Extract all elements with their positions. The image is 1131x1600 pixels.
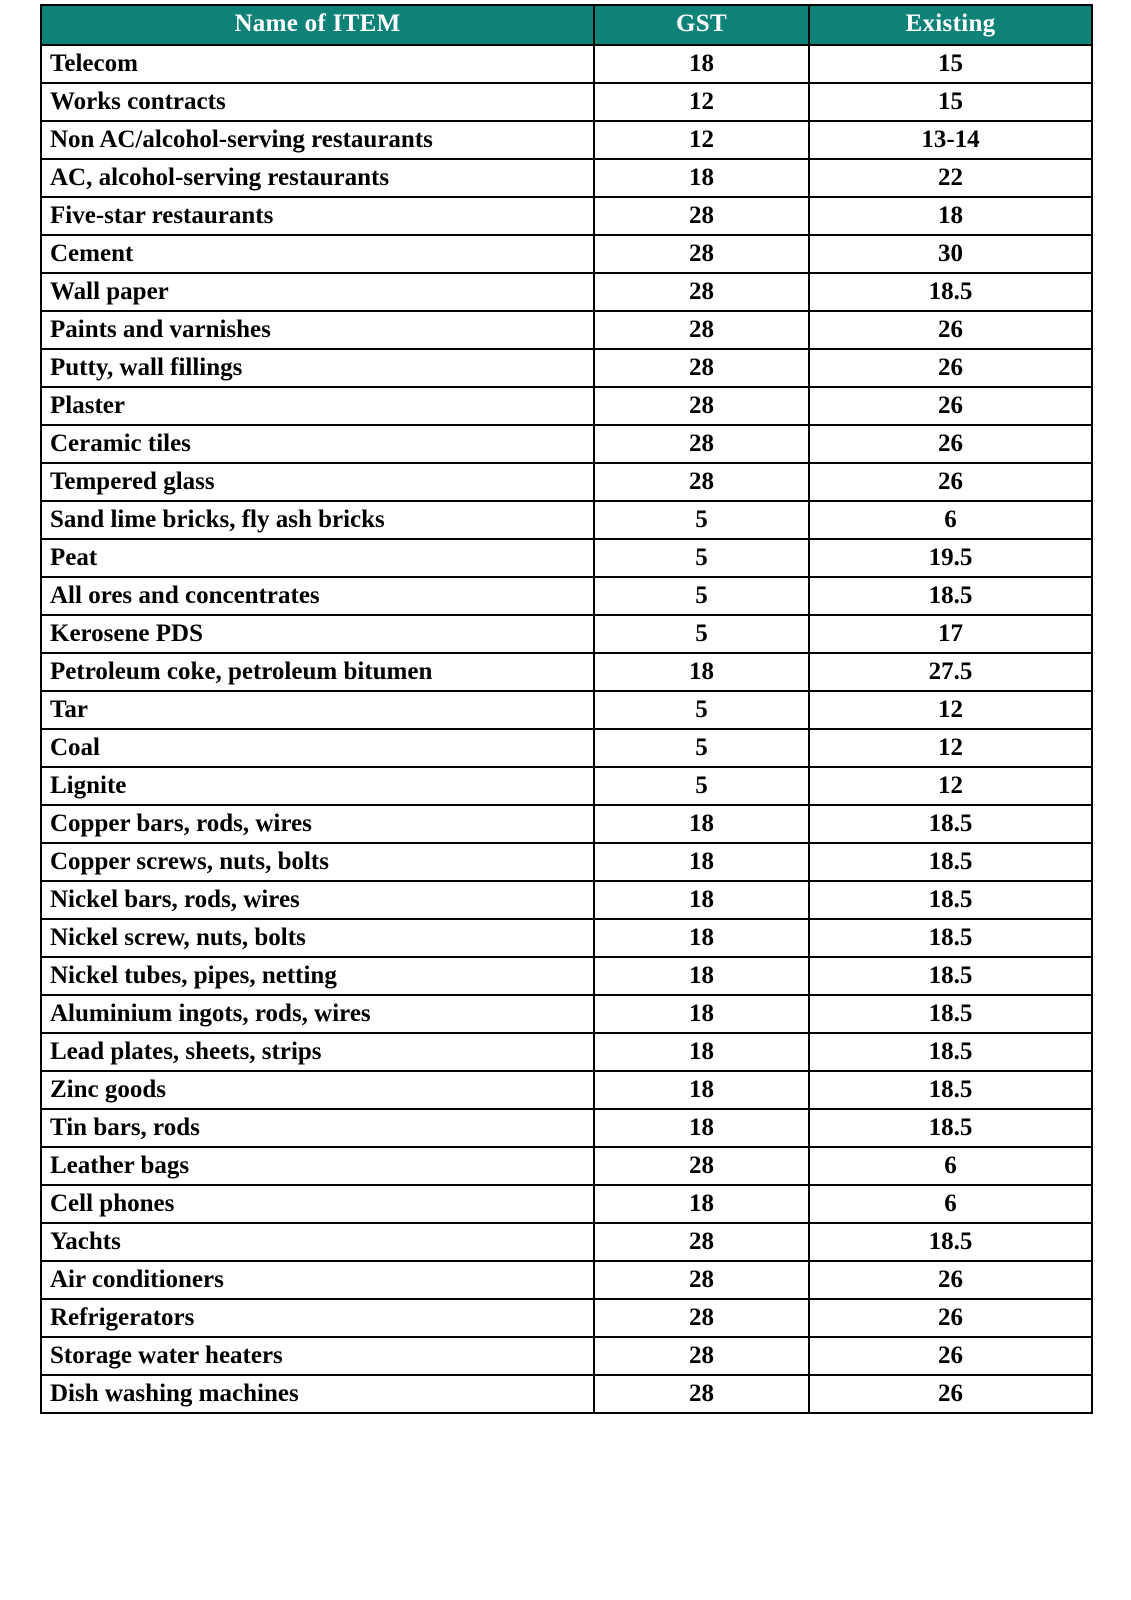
- table-row: [41, 729, 1092, 767]
- table-row: [41, 957, 1092, 995]
- cell-gst-rate: 5: [594, 539, 809, 577]
- cell-item-name: Tempered glass: [41, 463, 594, 501]
- table-row: [41, 235, 1092, 273]
- cell-gst-rate: 28: [594, 425, 809, 463]
- cell-gst-rate: 18: [594, 45, 809, 83]
- cell-existing-rate: 12: [809, 691, 1092, 729]
- cell-gst-rate: 28: [594, 273, 809, 311]
- cell-existing-rate: 22: [809, 159, 1092, 197]
- table-header: [41, 5, 1092, 45]
- cell-item-name: Leather bags: [41, 1147, 594, 1185]
- cell-gst-rate: 18: [594, 919, 809, 957]
- cell-gst-rate: 18: [594, 843, 809, 881]
- cell-gst-rate: 28: [594, 197, 809, 235]
- cell-existing-rate: 18.5: [809, 1223, 1092, 1261]
- table-row: [41, 83, 1092, 121]
- table-row: [41, 121, 1092, 159]
- cell-existing-rate: 30: [809, 235, 1092, 273]
- cell-item-name: Works contracts: [41, 83, 594, 121]
- cell-item-name: Storage water heaters: [41, 1337, 594, 1375]
- cell-gst-rate: 18: [594, 881, 809, 919]
- table-row: [41, 805, 1092, 843]
- cell-gst-rate: 18: [594, 805, 809, 843]
- cell-existing-rate: 6: [809, 1185, 1092, 1223]
- cell-gst-rate: 28: [594, 1147, 809, 1185]
- cell-gst-rate: 18: [594, 995, 809, 1033]
- cell-existing-rate: 18: [809, 197, 1092, 235]
- cell-gst-rate: 18: [594, 1185, 809, 1223]
- cell-gst-rate: 12: [594, 121, 809, 159]
- gst-rate-table: [40, 4, 1093, 1414]
- cell-existing-rate: 6: [809, 501, 1092, 539]
- cell-existing-rate: 18.5: [809, 919, 1092, 957]
- table-row: [41, 1223, 1092, 1261]
- table-row: [41, 311, 1092, 349]
- cell-item-name: All ores and concentrates: [41, 577, 594, 615]
- table-row: [41, 1071, 1092, 1109]
- cell-gst-rate: 5: [594, 729, 809, 767]
- cell-gst-rate: 18: [594, 1071, 809, 1109]
- cell-gst-rate: 5: [594, 577, 809, 615]
- cell-existing-rate: 17: [809, 615, 1092, 653]
- cell-existing-rate: 26: [809, 311, 1092, 349]
- cell-item-name: Lead plates, sheets, strips: [41, 1033, 594, 1071]
- cell-item-name: Zinc goods: [41, 1071, 594, 1109]
- cell-item-name: Nickel tubes, pipes, netting: [41, 957, 594, 995]
- cell-item-name: Tar: [41, 691, 594, 729]
- cell-gst-rate: 28: [594, 1375, 809, 1413]
- cell-item-name: Paints and varnishes: [41, 311, 594, 349]
- cell-item-name: AC, alcohol-serving restaurants: [41, 159, 594, 197]
- cell-existing-rate: 26: [809, 1261, 1092, 1299]
- cell-gst-rate: 5: [594, 767, 809, 805]
- cell-gst-rate: 28: [594, 463, 809, 501]
- cell-item-name: Peat: [41, 539, 594, 577]
- cell-item-name: Dish washing machines: [41, 1375, 594, 1413]
- cell-existing-rate: 15: [809, 45, 1092, 83]
- table-row: [41, 45, 1092, 83]
- table-body: [41, 45, 1092, 1413]
- cell-item-name: Aluminium ingots, rods, wires: [41, 995, 594, 1033]
- cell-item-name: Kerosene PDS: [41, 615, 594, 653]
- cell-existing-rate: 18.5: [809, 1033, 1092, 1071]
- cell-existing-rate: 26: [809, 1337, 1092, 1375]
- cell-item-name: Nickel bars, rods, wires: [41, 881, 594, 919]
- cell-existing-rate: 19.5: [809, 539, 1092, 577]
- table-row: [41, 1033, 1092, 1071]
- table-row: [41, 1147, 1092, 1185]
- cell-existing-rate: 18.5: [809, 843, 1092, 881]
- cell-gst-rate: 18: [594, 1033, 809, 1071]
- table-row: [41, 653, 1092, 691]
- table-row: [41, 691, 1092, 729]
- cell-item-name: Cell phones: [41, 1185, 594, 1223]
- table-row: [41, 1109, 1092, 1147]
- cell-existing-rate: 26: [809, 387, 1092, 425]
- table-row: [41, 387, 1092, 425]
- cell-item-name: Plaster: [41, 387, 594, 425]
- cell-item-name: Lignite: [41, 767, 594, 805]
- cell-item-name: Five-star restaurants: [41, 197, 594, 235]
- cell-existing-rate: 18.5: [809, 957, 1092, 995]
- cell-existing-rate: 18.5: [809, 995, 1092, 1033]
- cell-gst-rate: 28: [594, 387, 809, 425]
- table-header-row: [41, 5, 1092, 45]
- cell-gst-rate: 28: [594, 1261, 809, 1299]
- cell-item-name: Refrigerators: [41, 1299, 594, 1337]
- cell-existing-rate: 26: [809, 425, 1092, 463]
- table-row: [41, 539, 1092, 577]
- table-row: [41, 463, 1092, 501]
- cell-existing-rate: 6: [809, 1147, 1092, 1185]
- cell-existing-rate: 12: [809, 767, 1092, 805]
- cell-existing-rate: 13-14: [809, 121, 1092, 159]
- cell-item-name: Telecom: [41, 45, 594, 83]
- cell-existing-rate: 18.5: [809, 273, 1092, 311]
- table-row: [41, 197, 1092, 235]
- table-row: [41, 919, 1092, 957]
- column-header-item: Name of ITEM: [41, 5, 594, 45]
- table-row: [41, 1337, 1092, 1375]
- table-row: [41, 881, 1092, 919]
- cell-item-name: Putty, wall fillings: [41, 349, 594, 387]
- cell-gst-rate: 5: [594, 501, 809, 539]
- cell-gst-rate: 28: [594, 1337, 809, 1375]
- cell-existing-rate: 26: [809, 1375, 1092, 1413]
- cell-item-name: Nickel screw, nuts, bolts: [41, 919, 594, 957]
- cell-item-name: Air conditioners: [41, 1261, 594, 1299]
- cell-gst-rate: 28: [594, 1299, 809, 1337]
- table-row: [41, 273, 1092, 311]
- table-row: [41, 577, 1092, 615]
- cell-item-name: Coal: [41, 729, 594, 767]
- table-row: [41, 843, 1092, 881]
- table-row: [41, 1261, 1092, 1299]
- table-row: [41, 501, 1092, 539]
- cell-item-name: Wall paper: [41, 273, 594, 311]
- cell-existing-rate: 26: [809, 463, 1092, 501]
- table-row: [41, 995, 1092, 1033]
- table-row: [41, 767, 1092, 805]
- table-row: [41, 615, 1092, 653]
- cell-existing-rate: 26: [809, 349, 1092, 387]
- cell-item-name: Petroleum coke, petroleum bitumen: [41, 653, 594, 691]
- table-row: [41, 349, 1092, 387]
- cell-gst-rate: 28: [594, 1223, 809, 1261]
- cell-gst-rate: 28: [594, 235, 809, 273]
- cell-gst-rate: 28: [594, 311, 809, 349]
- cell-item-name: Yachts: [41, 1223, 594, 1261]
- table-row: [41, 425, 1092, 463]
- table-row: [41, 159, 1092, 197]
- cell-gst-rate: 18: [594, 653, 809, 691]
- cell-item-name: Cement: [41, 235, 594, 273]
- cell-gst-rate: 18: [594, 957, 809, 995]
- cell-existing-rate: 18.5: [809, 881, 1092, 919]
- cell-gst-rate: 18: [594, 1109, 809, 1147]
- column-header-gst: GST: [594, 5, 809, 45]
- cell-existing-rate: 18.5: [809, 805, 1092, 843]
- table-row: [41, 1299, 1092, 1337]
- cell-item-name: Non AC/alcohol-serving restaurants: [41, 121, 594, 159]
- cell-gst-rate: 28: [594, 349, 809, 387]
- table-row: [41, 1185, 1092, 1223]
- cell-existing-rate: 26: [809, 1299, 1092, 1337]
- cell-gst-rate: 5: [594, 691, 809, 729]
- table-row: [41, 1375, 1092, 1413]
- cell-gst-rate: 18: [594, 159, 809, 197]
- cell-existing-rate: 12: [809, 729, 1092, 767]
- cell-existing-rate: 18.5: [809, 1109, 1092, 1147]
- cell-item-name: Sand lime bricks, fly ash bricks: [41, 501, 594, 539]
- cell-item-name: Tin bars, rods: [41, 1109, 594, 1147]
- cell-item-name: Copper screws, nuts, bolts: [41, 843, 594, 881]
- cell-item-name: Ceramic tiles: [41, 425, 594, 463]
- cell-gst-rate: 12: [594, 83, 809, 121]
- cell-existing-rate: 18.5: [809, 1071, 1092, 1109]
- cell-item-name: Copper bars, rods, wires: [41, 805, 594, 843]
- cell-existing-rate: 15: [809, 83, 1092, 121]
- column-header-existing: Existing: [809, 5, 1092, 45]
- cell-existing-rate: 18.5: [809, 577, 1092, 615]
- cell-existing-rate: 27.5: [809, 653, 1092, 691]
- cell-gst-rate: 5: [594, 615, 809, 653]
